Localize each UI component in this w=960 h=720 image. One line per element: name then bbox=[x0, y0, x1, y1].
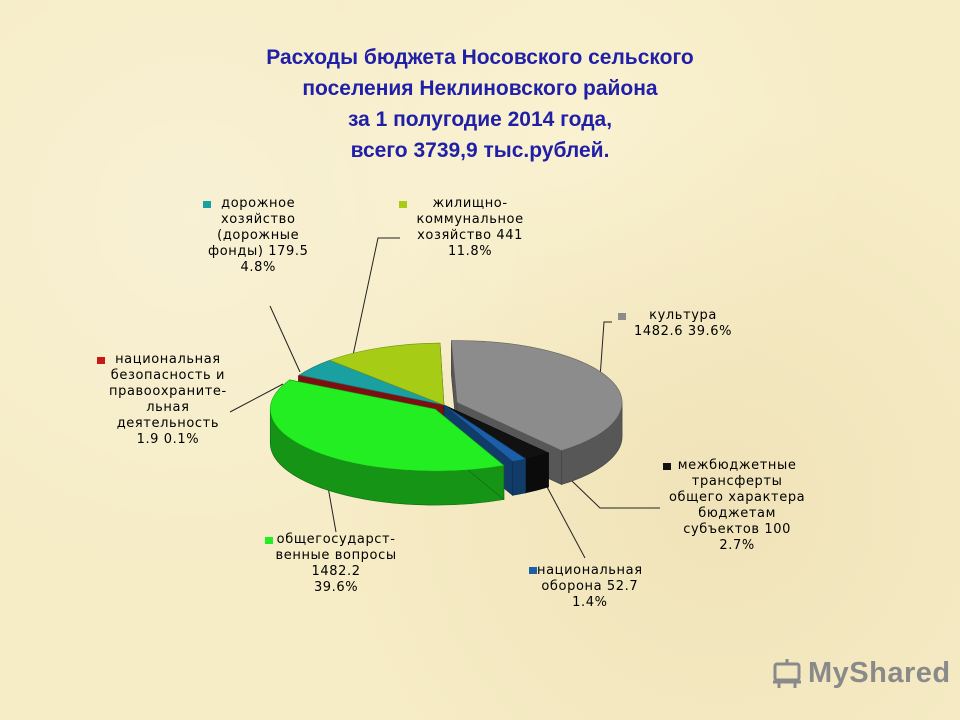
title-line-4: всего 3739,9 тыс.рублей. bbox=[350, 139, 610, 162]
slice-label-0 bbox=[634, 308, 732, 340]
slice-label-2-line-2: 1.4% bbox=[572, 595, 608, 610]
slice-label-6-line-2: хозяйство 441 bbox=[417, 228, 524, 243]
leader-line-0 bbox=[600, 322, 612, 378]
slice-label-1-line-0: межбюджетные bbox=[677, 458, 797, 473]
title-line-3: за 1 полугодие 2014 года, bbox=[347, 108, 613, 131]
slice-label-6-line-1: коммунальное bbox=[416, 212, 524, 227]
slice-label-5-line-3: фонды) 179.5 bbox=[208, 244, 309, 259]
watermark bbox=[770, 655, 951, 691]
slice-label-6-line-0: жилищно- bbox=[432, 196, 508, 211]
slice-label-5 bbox=[208, 196, 308, 276]
legend-swatch-2 bbox=[529, 567, 537, 574]
slice-label-1-line-1: трансферты bbox=[691, 474, 783, 489]
slice-label-3-line-3: 39.6% bbox=[313, 580, 359, 595]
slice-label-4-line-1: безопасность и bbox=[110, 368, 226, 383]
slice-label-1 bbox=[669, 458, 805, 554]
slice-depth-1 bbox=[526, 453, 549, 493]
slice-label-5-line-1: хозяйство bbox=[220, 212, 296, 227]
legend-swatch-6 bbox=[399, 201, 407, 208]
slice-label-5-line-0: дорожное bbox=[221, 196, 296, 211]
slice-depth-2 bbox=[513, 459, 526, 496]
slice-label-3-line-0: общегосударст- bbox=[276, 532, 396, 547]
legend-swatch-3 bbox=[265, 537, 273, 544]
slice-label-4 bbox=[109, 352, 227, 448]
legend-swatch-4 bbox=[97, 357, 105, 364]
slice-label-1-line-4: субъектов 100 bbox=[683, 522, 792, 537]
slice-label-1-line-2: общего характера bbox=[669, 490, 806, 505]
legend-swatch-5 bbox=[203, 201, 211, 208]
leader-line-5 bbox=[270, 306, 300, 372]
slice-label-3 bbox=[276, 532, 397, 596]
legend-swatch-0 bbox=[618, 313, 626, 320]
watermark-text: MyShared bbox=[808, 656, 951, 689]
slice-label-4-line-3: льная bbox=[146, 400, 190, 415]
slice-label-1-line-5: 2.7% bbox=[719, 538, 755, 553]
title-line-1: Расходы бюджета Носовского сельского bbox=[266, 46, 694, 69]
slice-label-4-line-4: деятельность bbox=[116, 416, 220, 431]
slice-label-4-line-2: правоохраните- bbox=[109, 384, 227, 399]
slice-label-3-line-1: венные вопросы bbox=[275, 548, 397, 563]
slice-label-2-line-1: оборона 52.7 bbox=[541, 579, 639, 594]
slice-label-5-line-4: 4.8% bbox=[240, 260, 276, 275]
slice-label-5-line-2: (дорожные bbox=[217, 228, 300, 243]
title-line-2: поселения Неклиновского района bbox=[302, 77, 658, 100]
slice-label-0-line-0: культура bbox=[649, 308, 717, 323]
leader-line-6 bbox=[352, 238, 400, 360]
slice-label-4-line-0: национальная bbox=[115, 352, 221, 367]
slice-label-6-line-3: 11.8% bbox=[447, 244, 493, 259]
presentation-board-icon bbox=[770, 656, 804, 690]
slice-label-1-line-3: бюджетам bbox=[698, 506, 777, 521]
slice-label-6 bbox=[417, 196, 524, 260]
slice-label-3-line-2: 1482.2 bbox=[311, 564, 361, 579]
legend-swatch-1 bbox=[663, 463, 671, 470]
slice-label-0-line-1: 1482.6 39.6% bbox=[634, 324, 733, 339]
slice-label-4-line-5: 1.9 0.1% bbox=[136, 432, 200, 447]
slice-label-2 bbox=[537, 563, 643, 611]
slice-label-2-line-0: национальная bbox=[537, 563, 643, 578]
